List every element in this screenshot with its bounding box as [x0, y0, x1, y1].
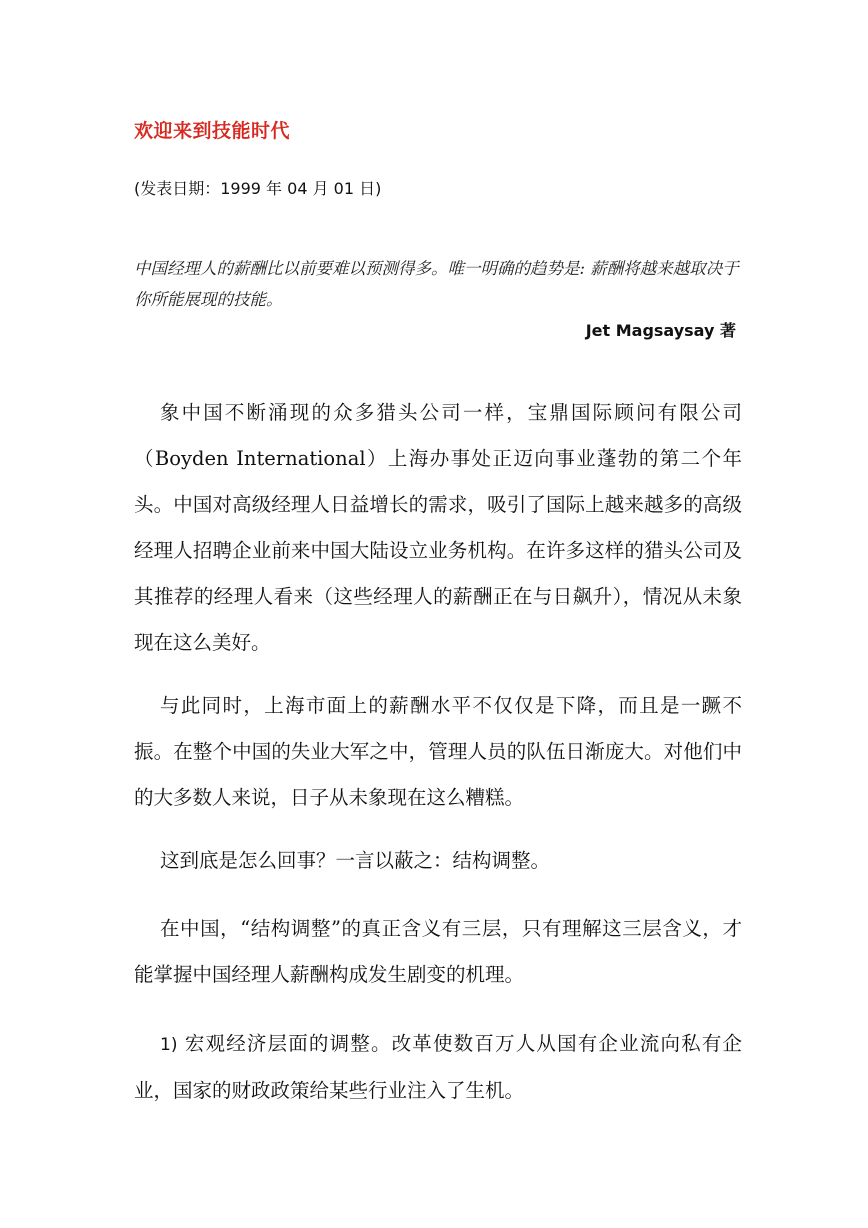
numbered-list-item: [134, 1021, 742, 1114]
article-summary: 中国经理人的薪酬比以前要难以预测得多。唯一明确的趋势是: 薪酬将越来越取决于你所能展现的技能。: [134, 259, 739, 309]
author-byline: Jet Magsaysay 著: [585, 321, 736, 340]
publish-date: (发表日期：1999 年 04 月 01 日): [134, 179, 382, 198]
body-paragraph: 与此同时，上海市面上的薪酬水平不仅仅是下降，而且是一蹶不振。在整个中国的失业大军之中，管理人员的队伍日渐庞大。对他们中的大多数人来说，日子从未象现在这么糟糕。: [134, 694, 742, 809]
list-item-text: 宏观经济层面的调整。改革使数百万人从国有企业流向私有企业，国家的财政政策给某些行业注入了生机。: [134, 1032, 742, 1102]
list-item-number: 1): [160, 1035, 178, 1055]
body-paragraph: 象中国不断涌现的众多猎头公司一样，宝鼎国际顾问有限公司（Boyden International）上海办事处正迈向事业蓬勃的第二个年头。中国对高级经理人日益增长的需求，吸引了国际上越来越多的高级经理人招聘企业前来中国大陆设立业务机构。在许多这样的猎头公司及其推荐的经理人看来（这些经理人的薪酬正在与日飙升），情况从未象现在这么美好。: [134, 401, 742, 654]
article-title: 欢迎来到技能时代: [134, 120, 291, 142]
body-paragraph: 这到底是怎么回事？一言以蔽之：结构调整。: [160, 849, 551, 872]
body-paragraph: 在中国，“结构调整”的真正含义有三层，只有理解这三层含义，才能掌握中国经理人薪酬构成发生剧变的机理。: [134, 917, 742, 986]
